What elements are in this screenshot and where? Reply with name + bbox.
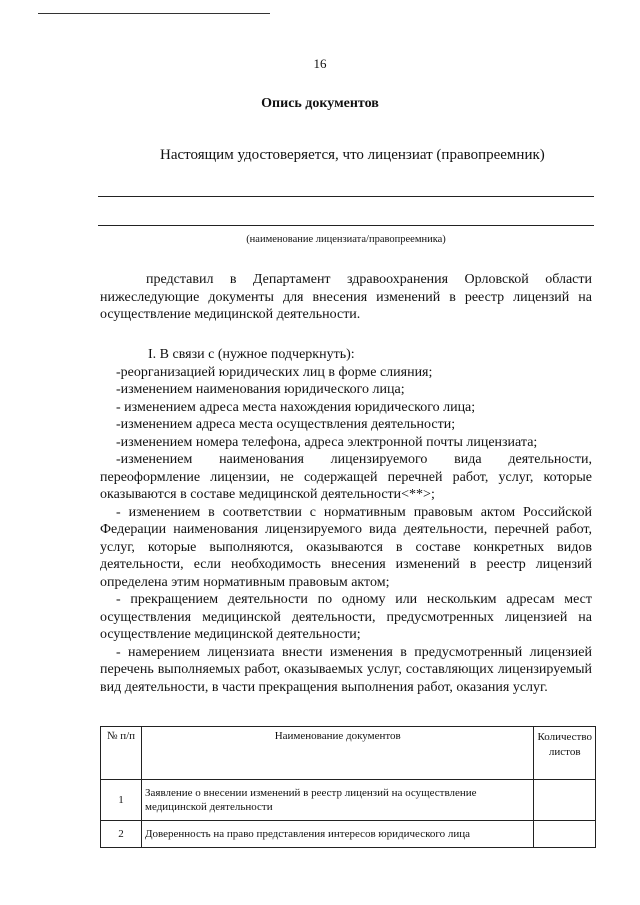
col-header-count: Количество листов (534, 727, 596, 780)
reason-item[interactable]: - намерением лицензиата внести изменения в предусмотренный лицензией перечень выполняемых работ, оказываемых услуг, составляющих лицензируемый вид деятельности, в части прекращения выполнения работ, оказания услуг. (100, 644, 592, 695)
licensee-name-caption: (наименование лицензиата/правопреемника) (246, 234, 446, 245)
table-row (101, 821, 596, 848)
reason-item[interactable]: -реорганизацией юридических лиц в форме слияния; (116, 364, 433, 380)
row-number: 2 (101, 821, 142, 848)
row-document-name: Заявление о внесении изменений в реестр лицензий на осуществление медицинской деятельности (142, 780, 534, 821)
licensee-name-line-2[interactable] (98, 225, 594, 226)
reasons-section (100, 346, 592, 696)
table-row (101, 780, 596, 821)
documents-table (100, 726, 596, 848)
row-sheet-count[interactable] (534, 780, 596, 821)
section-heading: I. В связи с (нужное подчеркнуть): (148, 347, 355, 362)
reason-item[interactable]: - изменением в соответствии с нормативным правовым актом Российской Федерации наименования лицензируемого вида деятельности, перечней работ, услуг, которые выполняются, оказываются в составе конкретных видов деятельности, если необходимость внесения изменений в реестр лицензий определена этим нормативным правовым актом; (100, 504, 592, 590)
page-number: 16 (313, 56, 327, 71)
row-number: 1 (101, 780, 142, 821)
reason-item[interactable]: -изменением номера телефона, адреса электронной почты лицензиата; (116, 434, 538, 450)
table-header-row (101, 727, 596, 780)
col-header-number: № п/п (101, 727, 142, 780)
col-header-name: Наименование документов (142, 727, 534, 780)
certify-line: Настоящим удостоверяется, что лицензиат (правопреемник) (160, 147, 545, 163)
reason-item[interactable]: - прекращением деятельности по одному или нескольким адресам мест осуществления медицинской деятельности, предусмотренных лицензией на осуществление медицинской деятельности; (100, 592, 592, 642)
reason-item[interactable]: -изменением наименования юридического лица; (116, 382, 405, 397)
document-title: Опись документов (261, 96, 379, 111)
reason-item[interactable]: -изменением адреса места осуществления деятельности; (116, 417, 456, 432)
reason-item[interactable]: -изменением наименования лицензируемого вида деятельности, переоформление лицензии, не содержащей перечней работ, услуг, которые оказываются в составе медицинской деятельности<**>; (100, 452, 592, 502)
row-sheet-count[interactable] (534, 821, 596, 848)
intro-text: представил в Департамент здравоохранения Орловской области нижеследующие документы для внесения изменений в реестр лицензий на осуществление медицинской деятельности. (100, 272, 592, 322)
reason-item[interactable]: - изменением адреса места нахождения юридического лица; (116, 399, 476, 415)
row-document-name: Доверенность на право представления интересов юридического лица (142, 821, 534, 848)
top-rule (38, 13, 270, 14)
intro-paragraph (100, 271, 592, 324)
licensee-name-line-1[interactable] (98, 196, 594, 197)
